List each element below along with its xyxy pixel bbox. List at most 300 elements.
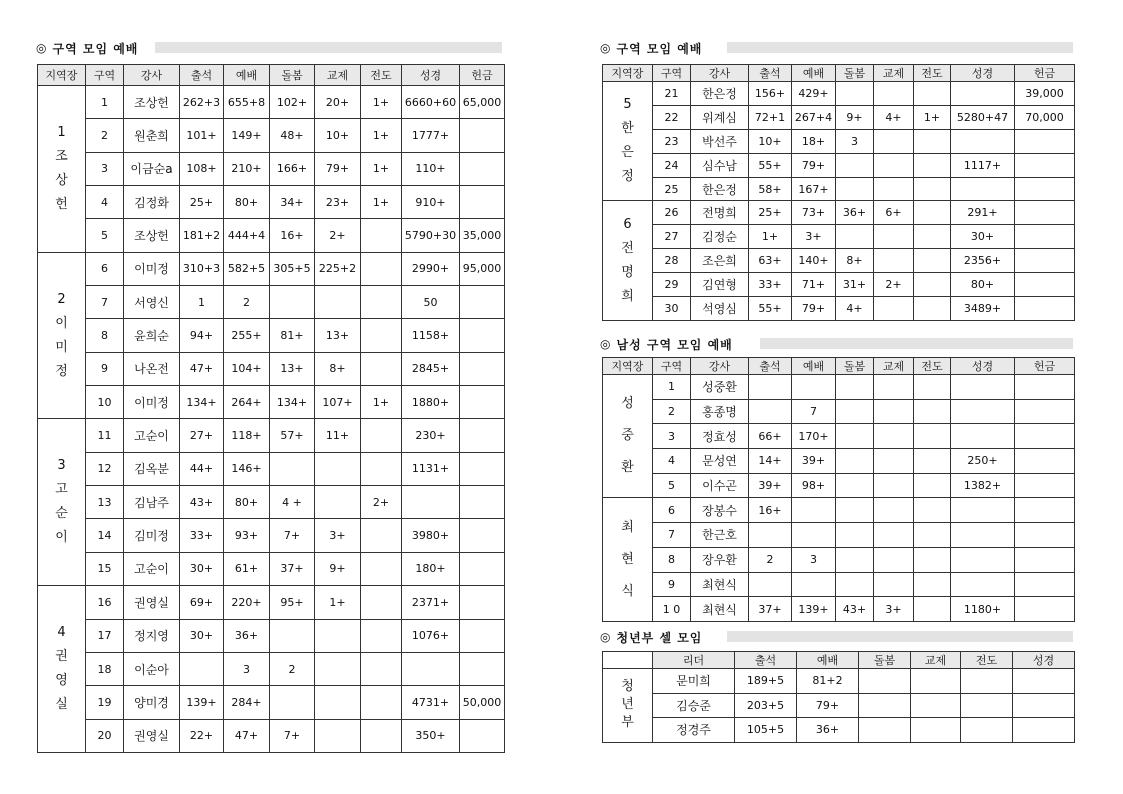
- data-cell: [914, 498, 951, 523]
- data-cell: 5: [86, 219, 124, 252]
- data-cell: 47+: [224, 719, 270, 752]
- data-cell: 43+: [836, 597, 874, 622]
- data-cell: 7+: [270, 519, 315, 552]
- data-cell: [836, 473, 874, 498]
- data-cell: 16: [86, 586, 124, 619]
- data-cell: [361, 586, 402, 619]
- data-cell: 2356+: [951, 249, 1015, 273]
- right-top-section-title: [600, 40, 702, 56]
- data-cell: [874, 249, 914, 273]
- data-cell: [361, 452, 402, 485]
- data-cell: 2: [86, 119, 124, 152]
- column-header: 성경: [402, 65, 460, 86]
- data-cell: [859, 669, 911, 694]
- data-cell: [874, 375, 914, 400]
- leader-name-cell: 고순이: [124, 419, 180, 452]
- column-header: 구역: [653, 358, 691, 375]
- leader-name-cell: 나온전: [124, 352, 180, 385]
- region-char: 최: [621, 519, 634, 535]
- data-cell: 55+: [749, 297, 792, 321]
- data-cell: 264+: [224, 386, 270, 419]
- data-cell: [361, 319, 402, 352]
- column-header: 강사: [124, 65, 180, 86]
- data-cell: 3: [86, 152, 124, 185]
- leader-name-cell: 한은정: [691, 177, 749, 201]
- data-cell: [961, 693, 1013, 718]
- data-cell: 95+: [270, 586, 315, 619]
- data-cell: [911, 693, 961, 718]
- data-cell: [914, 424, 951, 449]
- data-cell: 5280+47: [951, 105, 1015, 129]
- column-header: 헌금: [1015, 65, 1075, 82]
- data-cell: 2990+: [402, 252, 460, 285]
- data-cell: 4 +: [270, 486, 315, 519]
- data-cell: 140+: [792, 249, 836, 273]
- leader-name-cell: 이수곤: [691, 473, 749, 498]
- data-cell: [270, 686, 315, 719]
- data-cell: 255+: [224, 319, 270, 352]
- data-cell: 47+: [180, 352, 224, 385]
- data-cell: [460, 619, 505, 652]
- data-cell: 250+: [951, 449, 1015, 474]
- region-char: 4: [57, 625, 66, 641]
- leader-name-cell: 홍종명: [691, 399, 749, 424]
- table-row: [38, 252, 505, 285]
- region-char: 조: [55, 148, 68, 164]
- column-header: 출석: [735, 652, 797, 669]
- data-cell: 36+: [836, 201, 874, 225]
- leader-name-cell: 이미정: [124, 386, 180, 419]
- data-cell: 69+: [180, 586, 224, 619]
- region-char: 이: [55, 530, 68, 546]
- data-cell: [874, 82, 914, 106]
- section-marker: ◎: [600, 41, 611, 55]
- data-cell: 9+: [315, 552, 361, 585]
- data-cell: 6660+60: [402, 86, 460, 119]
- data-cell: [1015, 473, 1075, 498]
- table-row: [38, 152, 505, 185]
- data-cell: 33+: [749, 273, 792, 297]
- region-char: 현: [621, 551, 634, 567]
- data-cell: 7: [653, 523, 691, 548]
- table-row: [38, 219, 505, 252]
- data-cell: [951, 399, 1015, 424]
- data-cell: 48+: [270, 119, 315, 152]
- data-cell: [460, 452, 505, 485]
- data-cell: 444+4: [224, 219, 270, 252]
- table-row: [603, 399, 1075, 424]
- table-row: [603, 153, 1075, 177]
- leader-name-cell: 고순이: [124, 552, 180, 585]
- section-title-text: 청년부 셀 모임: [616, 630, 703, 645]
- data-cell: 16+: [270, 219, 315, 252]
- data-cell: 4+: [874, 105, 914, 129]
- section-marker: ◎: [36, 41, 47, 55]
- data-cell: 30: [653, 297, 691, 321]
- data-cell: 1: [180, 286, 224, 319]
- table-row: [38, 686, 505, 719]
- data-cell: 34+: [270, 186, 315, 219]
- data-cell: 61+: [224, 552, 270, 585]
- column-header: 예배: [797, 652, 859, 669]
- table-row: [603, 297, 1075, 321]
- right-mid-men-table: [602, 357, 1075, 622]
- data-cell: 2371+: [402, 586, 460, 619]
- region-char: 희: [621, 288, 634, 304]
- leader-name-cell: 김연형: [691, 273, 749, 297]
- data-cell: 108+: [180, 152, 224, 185]
- column-header: 교제: [315, 65, 361, 86]
- data-cell: 220+: [224, 586, 270, 619]
- data-cell: [836, 424, 874, 449]
- data-cell: 81+2: [797, 669, 859, 694]
- data-cell: 25+: [749, 201, 792, 225]
- data-cell: 3: [224, 652, 270, 685]
- data-cell: 2: [749, 547, 792, 572]
- data-cell: 101+: [180, 119, 224, 152]
- right-bottom-youth-table: [602, 651, 1075, 743]
- table-row: [38, 286, 505, 319]
- data-cell: 30+: [180, 552, 224, 585]
- data-cell: 31+: [836, 273, 874, 297]
- data-cell: 36+: [797, 718, 859, 743]
- data-cell: 37+: [749, 597, 792, 622]
- data-cell: 134+: [180, 386, 224, 419]
- data-cell: 166+: [270, 152, 315, 185]
- data-cell: 13: [86, 486, 124, 519]
- region-char: 1: [57, 124, 66, 140]
- data-cell: 267+4: [792, 105, 836, 129]
- table-row: [38, 186, 505, 219]
- table-row: [38, 519, 505, 552]
- data-cell: 134+: [270, 386, 315, 419]
- column-header: 예배: [792, 358, 836, 375]
- data-cell: 9+: [836, 105, 874, 129]
- data-cell: [836, 572, 874, 597]
- leader-name-cell: 김승준: [653, 693, 735, 718]
- data-cell: 65,000: [460, 86, 505, 119]
- data-cell: 12: [86, 452, 124, 485]
- data-cell: 10: [86, 386, 124, 419]
- region-char: 순: [55, 506, 68, 522]
- leader-name-cell: 박선주: [691, 129, 749, 153]
- data-cell: [836, 523, 874, 548]
- data-cell: 27: [653, 225, 691, 249]
- leader-name-cell: 문성연: [691, 449, 749, 474]
- data-cell: 6+: [874, 201, 914, 225]
- data-cell: [460, 186, 505, 219]
- data-cell: 910+: [402, 186, 460, 219]
- data-cell: 25: [653, 177, 691, 201]
- data-cell: 1+: [914, 105, 951, 129]
- table-row: [603, 249, 1075, 273]
- column-header: 전도: [961, 652, 1013, 669]
- region-char: 5: [623, 97, 632, 113]
- column-header: 돌봄: [859, 652, 911, 669]
- data-cell: [874, 129, 914, 153]
- column-header: 출석: [749, 65, 792, 82]
- data-cell: [951, 82, 1015, 106]
- data-cell: [180, 652, 224, 685]
- data-cell: 181+2: [180, 219, 224, 252]
- data-cell: [961, 669, 1013, 694]
- column-header: 예배: [224, 65, 270, 86]
- section-title-text: 남성 구역 모임 예배: [616, 337, 733, 352]
- table-row: [38, 486, 505, 519]
- region-char: 년: [621, 697, 634, 713]
- leader-name-cell: 김미정: [124, 519, 180, 552]
- region-char: 헌: [55, 196, 68, 212]
- data-cell: [874, 547, 914, 572]
- data-cell: [914, 201, 951, 225]
- data-cell: 1 0: [653, 597, 691, 622]
- data-cell: 2+: [315, 219, 361, 252]
- data-cell: [1015, 249, 1075, 273]
- data-cell: [270, 452, 315, 485]
- table-row: [38, 586, 505, 619]
- header-row: [603, 65, 1075, 82]
- data-cell: 71+: [792, 273, 836, 297]
- table-row: [38, 652, 505, 685]
- data-cell: [460, 319, 505, 352]
- region-leader-cell: [38, 86, 86, 253]
- data-cell: 14: [86, 519, 124, 552]
- data-cell: [460, 552, 505, 585]
- data-cell: [1015, 129, 1075, 153]
- region-leader-cell: [603, 498, 653, 621]
- column-header: 성경: [1013, 652, 1075, 669]
- data-cell: [792, 572, 836, 597]
- table-row: [603, 498, 1075, 523]
- data-cell: 79+: [315, 152, 361, 185]
- leader-name-cell: 양미경: [124, 686, 180, 719]
- data-cell: [836, 498, 874, 523]
- data-cell: [951, 523, 1015, 548]
- data-cell: 16+: [749, 498, 792, 523]
- column-header: 헌금: [1015, 358, 1075, 375]
- data-cell: [402, 486, 460, 519]
- data-cell: [859, 718, 911, 743]
- region-char: 한: [621, 121, 634, 137]
- data-cell: 5790+30: [402, 219, 460, 252]
- data-cell: 1880+: [402, 386, 460, 419]
- data-cell: [460, 586, 505, 619]
- data-cell: 1158+: [402, 319, 460, 352]
- data-cell: [315, 452, 361, 485]
- table-row: [603, 225, 1075, 249]
- leader-name-cell: 위계심: [691, 105, 749, 129]
- table-row: [603, 669, 1075, 694]
- data-cell: [460, 486, 505, 519]
- region-char: 명: [621, 264, 634, 280]
- column-header: 구역: [653, 65, 691, 82]
- data-cell: [1015, 498, 1075, 523]
- data-cell: 80+: [224, 186, 270, 219]
- table-row: [38, 319, 505, 352]
- data-cell: 1: [653, 375, 691, 400]
- data-cell: [914, 249, 951, 273]
- data-cell: [1015, 297, 1075, 321]
- data-cell: 30+: [180, 619, 224, 652]
- data-cell: 9: [653, 572, 691, 597]
- data-cell: [749, 572, 792, 597]
- column-header: 강사: [691, 65, 749, 82]
- data-cell: 72+1: [749, 105, 792, 129]
- data-cell: [836, 375, 874, 400]
- data-cell: 66+: [749, 424, 792, 449]
- data-cell: 4: [653, 449, 691, 474]
- section-title-text: 구역 모임 예배: [616, 41, 703, 56]
- data-cell: 11: [86, 419, 124, 452]
- table-row: [38, 452, 505, 485]
- data-cell: 39+: [792, 449, 836, 474]
- data-cell: 6: [86, 252, 124, 285]
- data-cell: 25+: [180, 186, 224, 219]
- data-cell: [836, 82, 874, 106]
- data-cell: [460, 286, 505, 319]
- region-char: 정: [621, 169, 634, 185]
- data-cell: [914, 82, 951, 106]
- leader-name-cell: 김정순: [691, 225, 749, 249]
- section-marker: ◎: [600, 337, 611, 351]
- data-cell: [361, 519, 402, 552]
- region-char: 실: [55, 697, 68, 713]
- data-cell: 55+: [749, 153, 792, 177]
- section-title-text: 구역 모임 예배: [52, 41, 139, 56]
- leader-name-cell: 윤희순: [124, 319, 180, 352]
- data-cell: [951, 498, 1015, 523]
- data-cell: 305+5: [270, 252, 315, 285]
- leader-name-cell: 최현식: [691, 572, 749, 597]
- data-cell: 582+5: [224, 252, 270, 285]
- data-cell: 63+: [749, 249, 792, 273]
- left-section-title: [36, 40, 138, 56]
- data-cell: 50,000: [460, 686, 505, 719]
- data-cell: 104+: [224, 352, 270, 385]
- table-row: [603, 473, 1075, 498]
- table-row: [38, 419, 505, 452]
- data-cell: [402, 652, 460, 685]
- data-cell: [361, 252, 402, 285]
- data-cell: [1015, 201, 1075, 225]
- region-char: 은: [621, 145, 634, 161]
- data-cell: [1015, 597, 1075, 622]
- data-cell: [836, 399, 874, 424]
- table-row: [603, 129, 1075, 153]
- data-cell: [315, 619, 361, 652]
- data-cell: 102+: [270, 86, 315, 119]
- data-cell: 15: [86, 552, 124, 585]
- data-cell: [361, 719, 402, 752]
- data-cell: [914, 597, 951, 622]
- data-cell: 139+: [792, 597, 836, 622]
- table-row: [38, 386, 505, 419]
- data-cell: [961, 718, 1013, 743]
- data-cell: 156+: [749, 82, 792, 106]
- data-cell: [859, 693, 911, 718]
- data-cell: 230+: [402, 419, 460, 452]
- table-row: [38, 719, 505, 752]
- data-cell: 139+: [180, 686, 224, 719]
- data-cell: 10+: [315, 119, 361, 152]
- table-row: [603, 82, 1075, 106]
- data-cell: [361, 286, 402, 319]
- leader-name-cell: 조상헌: [124, 219, 180, 252]
- region-char: 6: [623, 216, 632, 232]
- data-cell: 18+: [792, 129, 836, 153]
- data-cell: 4: [86, 186, 124, 219]
- data-cell: 21: [653, 82, 691, 106]
- table-row: [603, 523, 1075, 548]
- leader-name-cell: 이미정: [124, 252, 180, 285]
- data-cell: 5: [653, 473, 691, 498]
- data-cell: [874, 424, 914, 449]
- data-cell: [836, 449, 874, 474]
- data-cell: [911, 669, 961, 694]
- leader-name-cell: 심수남: [691, 153, 749, 177]
- region-leader-cell: [603, 669, 653, 743]
- data-cell: 30+: [951, 225, 1015, 249]
- data-cell: [874, 177, 914, 201]
- leader-name-cell: 이순아: [124, 652, 180, 685]
- data-cell: [315, 719, 361, 752]
- data-cell: 23: [653, 129, 691, 153]
- data-cell: [874, 473, 914, 498]
- data-cell: 8+: [315, 352, 361, 385]
- data-cell: [460, 519, 505, 552]
- data-cell: 350+: [402, 719, 460, 752]
- table-row: [38, 119, 505, 152]
- data-cell: [1015, 177, 1075, 201]
- data-cell: 81+: [270, 319, 315, 352]
- table-row: [603, 693, 1075, 718]
- leader-name-cell: 한은정: [691, 82, 749, 106]
- data-cell: 1+: [361, 119, 402, 152]
- region-char: 상: [55, 172, 68, 188]
- data-cell: [914, 449, 951, 474]
- data-cell: 11+: [315, 419, 361, 452]
- column-header: 지역장: [38, 65, 86, 86]
- leader-name-cell: 권영실: [124, 586, 180, 619]
- data-cell: [836, 547, 874, 572]
- column-header: 지역장: [603, 358, 653, 375]
- data-cell: [1013, 693, 1075, 718]
- left-worship-table: [37, 64, 505, 753]
- data-cell: [361, 619, 402, 652]
- data-cell: 39,000: [1015, 82, 1075, 106]
- data-cell: 8+: [836, 249, 874, 273]
- data-cell: [874, 225, 914, 249]
- data-cell: 39+: [749, 473, 792, 498]
- data-cell: 1777+: [402, 119, 460, 152]
- column-header: 전도: [914, 358, 951, 375]
- leader-name-cell: 조은희: [691, 249, 749, 273]
- data-cell: [914, 225, 951, 249]
- data-cell: 8: [653, 547, 691, 572]
- data-cell: 225+2: [315, 252, 361, 285]
- leader-name-cell: 장봉수: [691, 498, 749, 523]
- leader-name-cell: 권영실: [124, 719, 180, 752]
- data-cell: [315, 686, 361, 719]
- data-cell: 43+: [180, 486, 224, 519]
- data-cell: 50: [402, 286, 460, 319]
- region-char: 미: [55, 339, 68, 355]
- data-cell: 1+: [361, 86, 402, 119]
- data-cell: [1015, 399, 1075, 424]
- data-cell: 2845+: [402, 352, 460, 385]
- data-cell: 94+: [180, 319, 224, 352]
- data-cell: 79+: [792, 153, 836, 177]
